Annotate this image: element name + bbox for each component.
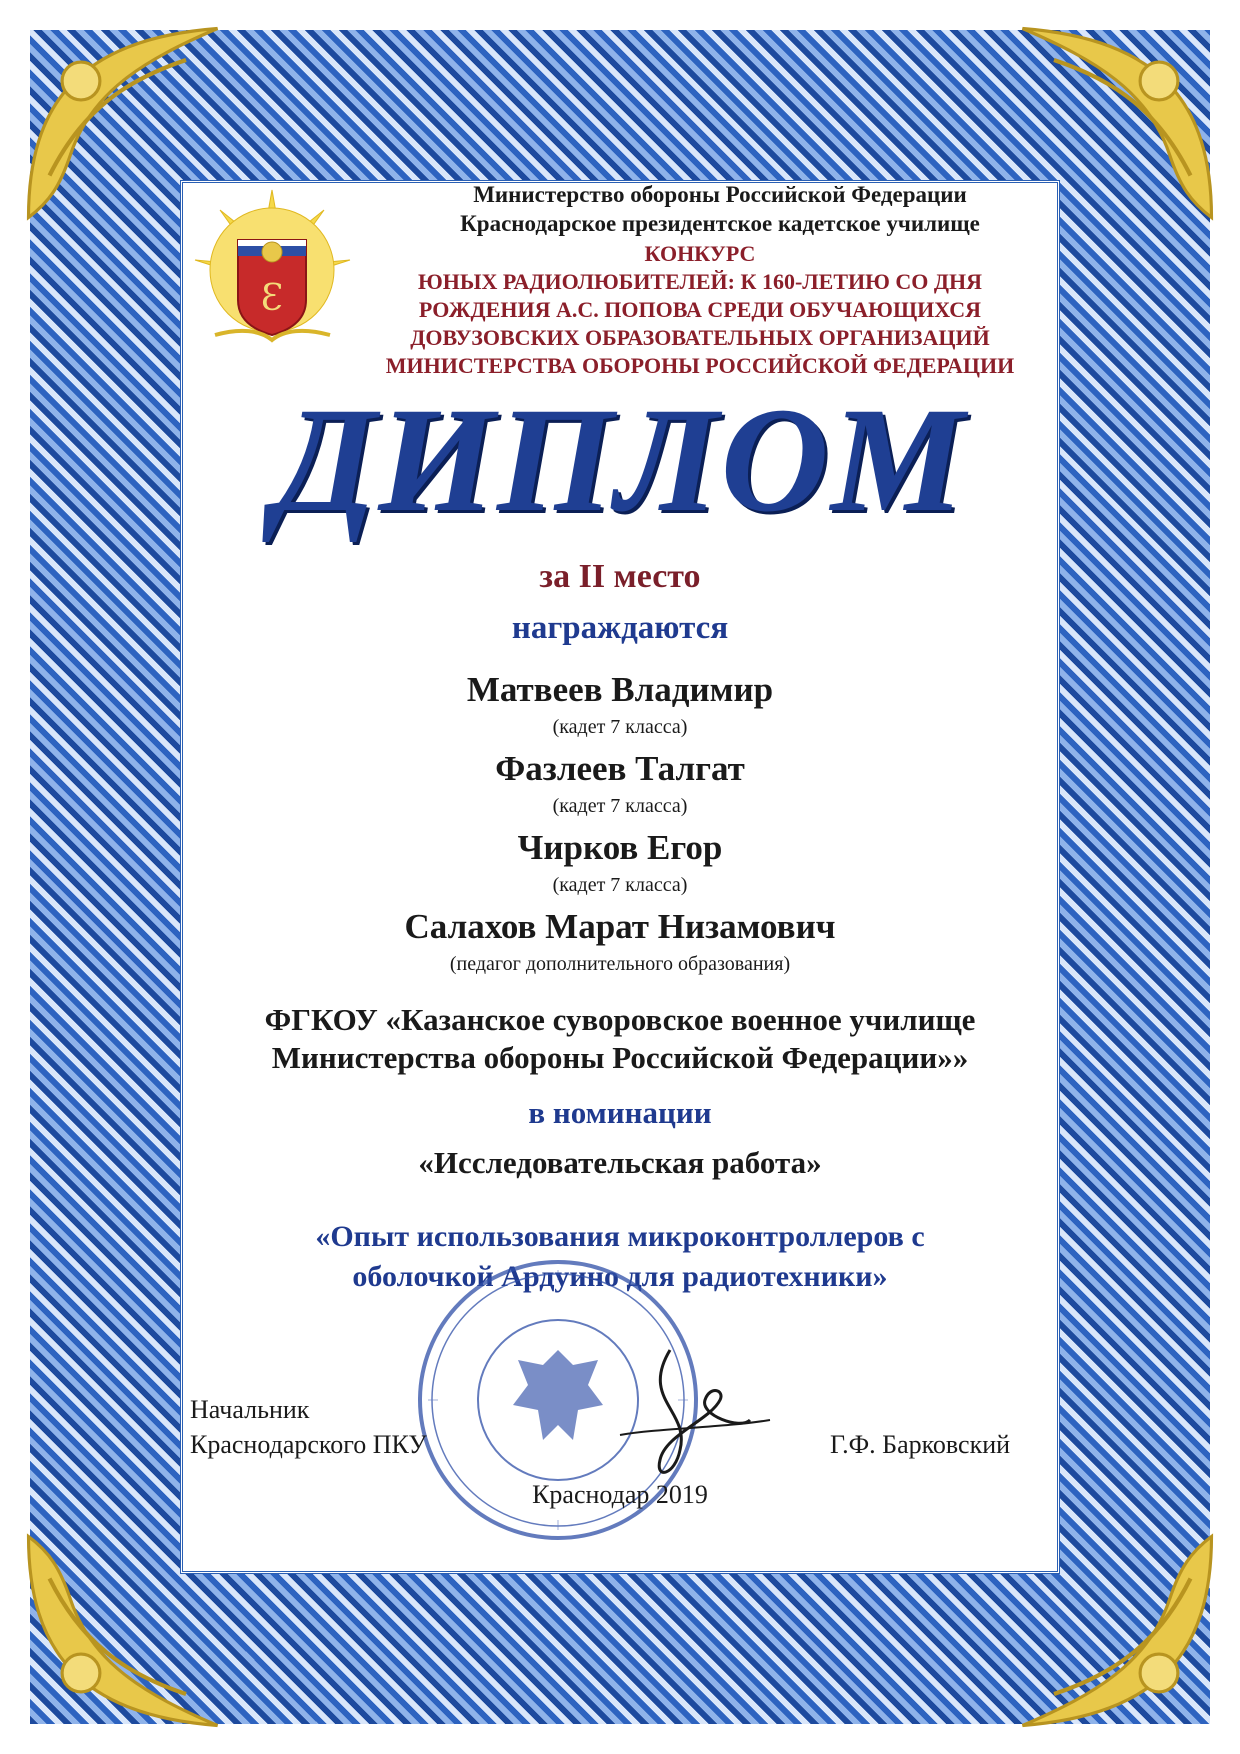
awarded-label: награждаются — [511, 610, 729, 646]
contest-line: ЮНЫХ РАДИОЛЮБИТЕЛЕЙ: К 160-ЛЕТИЮ СО ДНЯ — [417, 269, 983, 294]
recipient-name: Фазлеев Талгат — [495, 749, 745, 788]
ministry-heading: Министерство обороны Российской Федерации — [473, 182, 967, 207]
recipient-role: (кадет 7 класса) — [552, 716, 688, 738]
recipient-name: Салахов Марат Низамович — [404, 907, 836, 946]
recipient-role: (педагог дополнительного образования) — [449, 953, 791, 975]
recipient-name: Матвеев Владимир — [466, 670, 774, 709]
recipient-name: Чирков Егор — [517, 828, 723, 867]
recipient-role: (кадет 7 класса) — [552, 795, 688, 817]
signatory-name: Г.Ф. Барковский — [830, 1430, 1011, 1459]
contest-line: РОЖДЕНИЯ А.С. ПОПОВА СРЕДИ ОБУЧАЮЩИХСЯ — [418, 297, 982, 322]
nomination-value: «Исследовательская работа» — [418, 1145, 822, 1180]
contest-line: ДОВУЗОВСКИХ ОБРАЗОВАТЕЛЬНЫХ ОРГАНИЗАЦИЙ — [410, 325, 990, 350]
signatory-role: Краснодарского ПКУ — [190, 1430, 427, 1459]
signatory-role: Начальник — [190, 1395, 310, 1424]
handwritten-signature — [600, 1340, 780, 1490]
place-text: за II место — [539, 558, 701, 595]
work-title-line: «Опыт использования микроконтроллеров с — [315, 1220, 925, 1253]
svg-text:Ɛ: Ɛ — [260, 278, 284, 319]
organization-line: Министерства обороны Российской Федерации»» — [271, 1040, 969, 1075]
contest-line: КОНКУРС — [644, 241, 756, 266]
diploma-title: ДИПЛОМ — [273, 377, 967, 543]
recipient-role: (кадет 7 класса) — [552, 874, 688, 896]
organization-line: ФГКОУ «Казанское суворовское военное училище — [264, 1002, 976, 1037]
place-year: Краснодар 2019 — [532, 1480, 708, 1509]
contest-line: МИНИСТЕРСТВА ОБОРОНЫ РОССИЙСКОЙ ФЕДЕРАЦИИ — [385, 353, 1015, 378]
school-emblem-icon — [180, 180, 365, 350]
contest-title — [340, 240, 1060, 380]
school-heading: Краснодарское президентское кадетское училище — [460, 211, 980, 236]
work-title-line: оболочкой Ардуино для радиотехники» — [352, 1260, 888, 1293]
nomination-label: в номинации — [528, 1095, 712, 1130]
diploma-content — [180, 180, 1060, 1574]
